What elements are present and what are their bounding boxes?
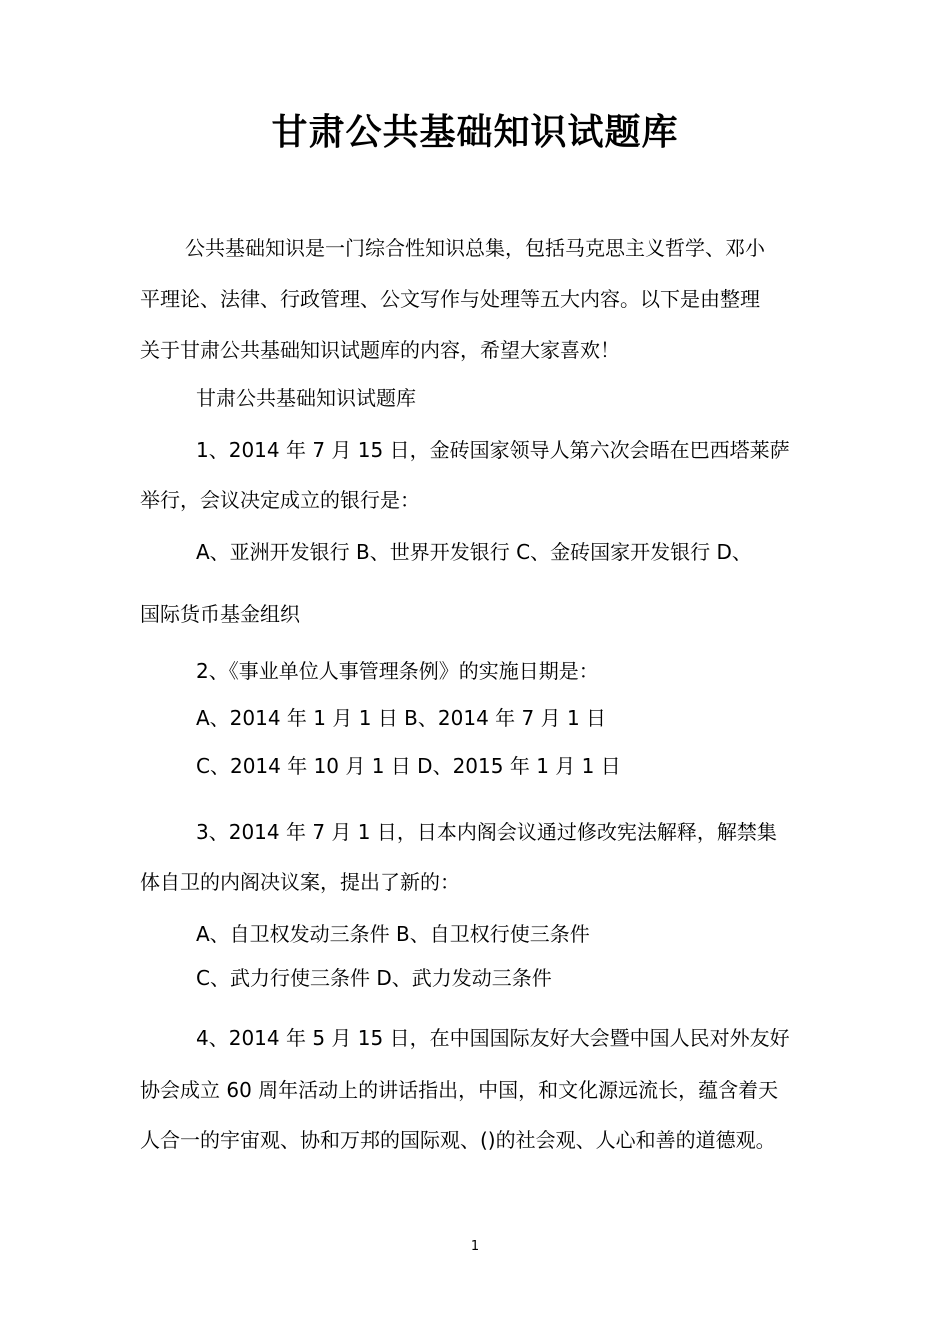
question-3-options-ab: A、自卫权发动三条件 B、自卫权行使三条件 <box>196 922 590 946</box>
document-title: 甘肃公共基础知识试题库 <box>271 112 679 153</box>
question-4-line-1: 4、2014 年 5 月 15 日，在中国国际友好大会暨中国人民对外友好 <box>196 1026 790 1050</box>
question-3-line-2: 体自卫的内阁决议案，提出了新的： <box>140 870 460 894</box>
question-2: 2、《事业单位人事管理条例》的实施日期是： <box>196 659 599 683</box>
question-3-line-1: 3、2014 年 7 月 1 日，日本内阁会议通过修改宪法解释，解禁集 <box>196 820 777 844</box>
question-1-options-cont: 国际货币基金组织 <box>140 602 300 626</box>
question-1-options: A、亚洲开发银行 B、世界开发银行 C、金砖国家开发银行 D、 <box>196 540 752 564</box>
question-4-line-2: 协会成立 60 周年活动上的讲话指出，中国，和文化源远流长，蕴含着天 <box>140 1078 779 1102</box>
question-1-line-2: 举行，会议决定成立的银行是： <box>140 488 420 512</box>
question-1-line-1: 1、2014 年 7 月 15 日，金砖国家领导人第六次会晤在巴西塔莱萨 <box>196 438 790 462</box>
question-2-options-ab: A、2014 年 1 月 1 日 B、2014 年 7 月 1 日 <box>196 706 607 730</box>
section-heading: 甘肃公共基础知识试题库 <box>196 386 416 410</box>
intro-line-1: 公共基础知识是一门综合性知识总集，包括马克思主义哲学、邓小 <box>185 236 765 260</box>
question-3-options-cd: C、武力行使三条件 D、武力发动三条件 <box>196 966 552 990</box>
intro-line-3: 关于甘肃公共基础知识试题库的内容，希望大家喜欢！ <box>140 338 620 362</box>
question-4-line-3: 人合一的宇宙观、协和万邦的国际观、()的社会观、人心和善的道德观。 <box>140 1128 776 1152</box>
page-number: 1 <box>470 1239 480 1254</box>
question-2-options-cd: C、2014 年 10 月 1 日 D、2015 年 1 月 1 日 <box>196 754 621 778</box>
intro-line-2: 平理论、法律、行政管理、公文写作与处理等五大内容。以下是由整理 <box>140 287 760 311</box>
